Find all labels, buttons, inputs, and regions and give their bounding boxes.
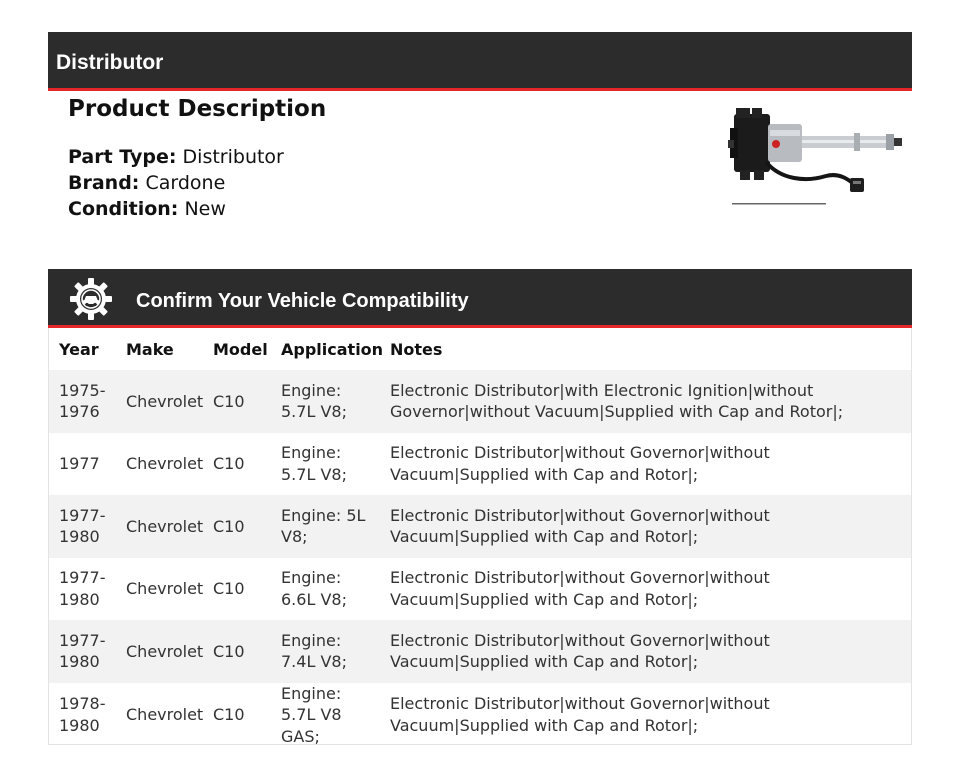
section-header-distributor — [48, 32, 912, 91]
cell-notes: Electronic Distributor|without Governor|without Vacuum|Supplied with Cap and Rotor|; — [380, 495, 911, 558]
cell-notes: Electronic Distributor|without Governor|without Vacuum|Supplied with Cap and Rotor|; — [380, 433, 911, 496]
cell-notes: Electronic Distributor|without Governor|without Vacuum|Supplied with Cap and Rotor|; — [380, 683, 911, 746]
compatibility-title: Confirm Your Vehicle Compatibility — [136, 290, 469, 312]
table-row — [49, 683, 911, 746]
cell-year: 1977-1980 — [49, 495, 116, 558]
cell-year: 1977 — [49, 433, 116, 496]
condition-line — [68, 196, 326, 222]
part-type-label: Part Type: — [68, 146, 177, 168]
brand-label: Brand: — [68, 172, 140, 194]
cell-year: 1978-1980 — [49, 683, 116, 746]
cell-model: C10 — [203, 620, 271, 683]
cell-application: Engine: 5.7L V8 GAS; — [271, 683, 380, 746]
cell-application: Engine: 5.7L V8; — [271, 370, 380, 433]
column-header-model: Model — [213, 339, 268, 359]
cell-make: Chevrolet — [116, 495, 203, 558]
cell-make: Chevrolet — [116, 558, 203, 621]
table-row — [49, 370, 911, 433]
cell-year: 1977-1980 — [49, 558, 116, 621]
cell-model: C10 — [203, 370, 271, 433]
cell-make: Chevrolet — [116, 620, 203, 683]
brand-line — [68, 170, 326, 196]
column-header-make: Make — [126, 339, 174, 359]
gear-car-icon — [69, 277, 113, 321]
table-row — [49, 495, 911, 558]
column-header-year: Year — [59, 339, 99, 359]
cell-model: C10 — [203, 558, 271, 621]
cell-make: Chevrolet — [116, 370, 203, 433]
table-row — [49, 433, 911, 496]
cell-make: Chevrolet — [116, 683, 203, 746]
compatibility-table — [48, 328, 912, 745]
cell-model: C10 — [203, 433, 271, 496]
distributor-product-photo — [726, 100, 908, 210]
cell-make: Chevrolet — [116, 433, 203, 496]
cell-model: C10 — [203, 683, 271, 746]
column-header-notes: Notes — [390, 339, 443, 359]
table-row — [49, 558, 911, 621]
cell-year: 1975-1976 — [49, 370, 116, 433]
cell-year: 1977-1980 — [49, 620, 116, 683]
section-header-compatibility — [48, 269, 912, 328]
column-header-application: Application — [281, 339, 384, 359]
brand-value: Cardone — [145, 172, 226, 194]
cell-application: Engine: 6.6L V8; — [271, 558, 380, 621]
section-title: Distributor — [56, 51, 164, 74]
cell-notes: Electronic Distributor|without Governor|without Vacuum|Supplied with Cap and Rotor|; — [380, 558, 911, 621]
part-type-value: Distributor — [182, 146, 284, 168]
cell-application: Engine: 5L V8; — [271, 495, 380, 558]
cell-application: Engine: 7.4L V8; — [271, 620, 380, 683]
product-description — [68, 96, 326, 222]
product-description-title: Product Description — [68, 96, 327, 122]
part-type-line — [68, 144, 326, 170]
table-row — [49, 620, 911, 683]
cell-model: C10 — [203, 495, 271, 558]
condition-label: Condition: — [68, 198, 179, 220]
cell-notes: Electronic Distributor|with Electronic Ignition|without Governor|without Vacuum|Supplied with Cap and Rotor|; — [380, 370, 911, 433]
condition-value: New — [184, 198, 226, 220]
cell-application: Engine: 5.7L V8; — [271, 433, 380, 496]
cell-notes: Electronic Distributor|without Governor|without Vacuum|Supplied with Cap and Rotor|; — [380, 620, 911, 683]
table-header-row — [49, 328, 911, 370]
